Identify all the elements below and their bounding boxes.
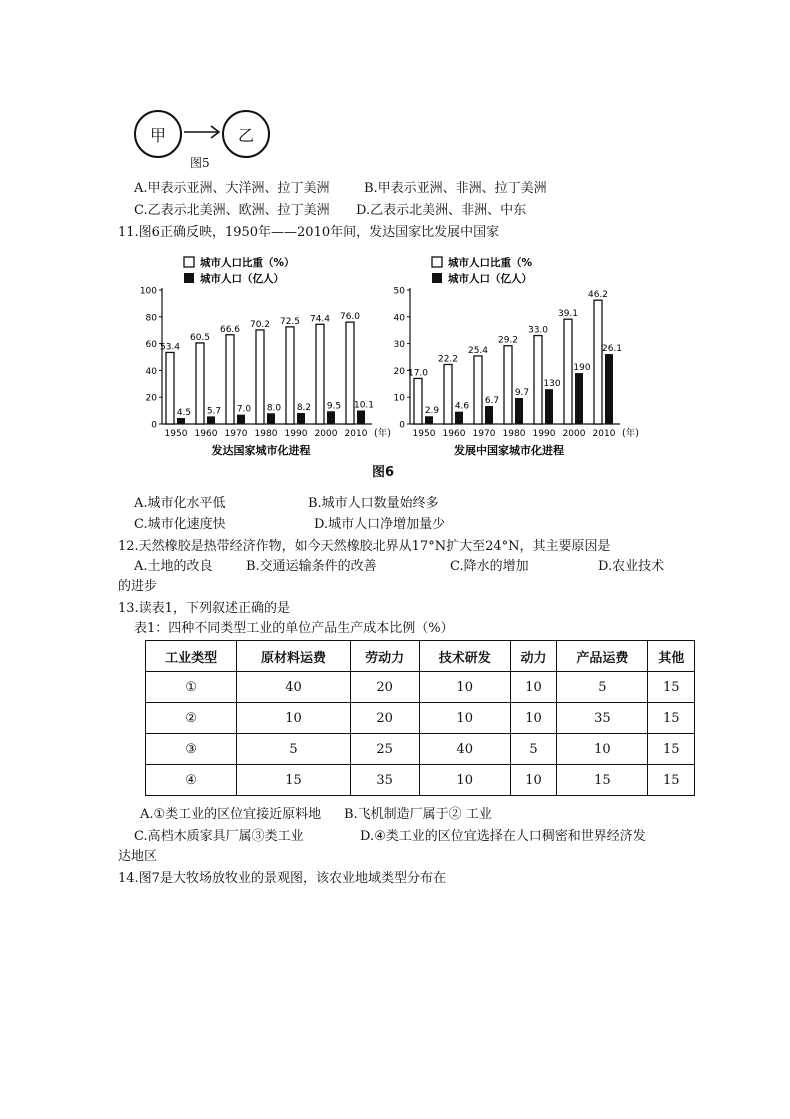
bar-pop xyxy=(455,412,463,424)
q12-stem: 12.天然橡胶是热带经济作物，如今天然橡胶北界从17°N扩大至24°N，其主要原因是 xyxy=(118,539,611,554)
q11-option-c: C.城市化速度快 xyxy=(134,517,226,532)
y-tick-label: 50 xyxy=(393,286,405,297)
q11-option-b: B.城市人口数量始终多 xyxy=(308,496,439,511)
table-header-cell: 技术研发 xyxy=(419,641,510,672)
bar-share xyxy=(414,378,422,424)
x-unit-label: (年) xyxy=(622,428,639,439)
bar-share xyxy=(166,352,174,424)
table-cell: 10 xyxy=(419,672,510,703)
bar-pop-label: 190 xyxy=(573,363,591,374)
q13-option-d: D.④类工业的区位宜选择在人口稠密和世界经济发 xyxy=(360,829,646,844)
bar-share-label: 60.5 xyxy=(189,332,211,343)
q11-stem: 11.图6正确反映，1950年——2010年间，发达国家比发展中国家 xyxy=(118,225,500,240)
q13-option-c: C.高档木质家具厂属③类工业 xyxy=(134,829,304,844)
table-header-cell: 其他 xyxy=(648,641,695,672)
table-cell: 5 xyxy=(237,734,351,765)
fig5-caption: 图5 xyxy=(190,156,210,170)
bar-share xyxy=(564,319,572,424)
bar-share-label: 33.0 xyxy=(527,325,549,336)
bar-share xyxy=(444,365,452,424)
x-tick-label: 1990 xyxy=(284,429,308,439)
table-cell: 20 xyxy=(350,672,419,703)
table-row xyxy=(146,734,695,765)
table-header-row xyxy=(146,641,695,672)
legend-swatch-share xyxy=(432,257,442,267)
legend-label-pop: 城市人口（亿人） xyxy=(448,273,532,285)
bar-share-label: 76.0 xyxy=(339,312,361,323)
legend-label-share: 城市人口比重（% xyxy=(448,257,533,269)
x-tick-label: 1950 xyxy=(412,429,436,439)
y-tick-label: 30 xyxy=(393,340,405,351)
cost-table xyxy=(145,640,695,796)
x-unit-label: (年) xyxy=(374,428,391,439)
bar-pop-label: 4.5 xyxy=(176,407,192,418)
bar-pop-label: 7.0 xyxy=(236,404,252,415)
y-tick-label: 40 xyxy=(145,366,157,377)
bar-pop-label: 2.9 xyxy=(424,406,440,417)
bar-share xyxy=(534,336,542,424)
table-cell: 15 xyxy=(648,734,695,765)
q13-stem: 13.读表1，下列叙述正确的是 xyxy=(118,601,290,616)
bar-pop-label: 10.1 xyxy=(353,400,375,411)
table-header-cell: 产品运费 xyxy=(557,641,648,672)
bar-pop xyxy=(177,418,185,424)
y-tick-label: 60 xyxy=(145,340,157,351)
bar-share xyxy=(504,346,512,424)
y-tick-label: 0 xyxy=(151,420,157,431)
y-tick-label: 20 xyxy=(393,366,405,377)
bar-share-label: 53.4 xyxy=(159,342,181,353)
x-tick-label: 1970 xyxy=(224,429,248,439)
table-cell: 35 xyxy=(557,703,648,734)
bar-share-label: 70.2 xyxy=(249,319,271,330)
table-cell: ② xyxy=(146,703,237,734)
x-tick-label: 2010 xyxy=(592,429,616,439)
table-cell: 15 xyxy=(237,765,351,796)
y-tick-label: 0 xyxy=(399,420,405,431)
legend-swatch-pop xyxy=(184,273,194,283)
bar-pop xyxy=(605,354,613,424)
table-cell: 10 xyxy=(510,672,556,703)
q12-cont: 的进步 xyxy=(118,579,158,594)
bar-share-label: 74.4 xyxy=(309,314,331,325)
bar-share-label: 72.5 xyxy=(279,316,301,327)
q13-option-b: B.飞机制造厂属于② 工业 xyxy=(344,807,492,822)
bar-share xyxy=(256,330,264,424)
x-tick-label: 1970 xyxy=(472,429,496,439)
bar-pop xyxy=(357,410,365,424)
node-yi: 乙 xyxy=(222,110,270,158)
table-cell: 10 xyxy=(419,765,510,796)
bar-share xyxy=(474,356,482,424)
y-tick-label: 20 xyxy=(145,393,157,404)
bar-share xyxy=(346,322,354,424)
bar-pop xyxy=(515,398,523,424)
y-tick-label: 40 xyxy=(393,313,405,324)
x-tick-label: 1990 xyxy=(532,429,556,439)
bar-share xyxy=(286,327,294,424)
q11-option-a: A.城市化水平低 xyxy=(134,496,226,511)
legend-swatch-share xyxy=(184,257,194,267)
table-cell: 5 xyxy=(510,734,556,765)
bar-pop-label: 4.6 xyxy=(454,401,470,412)
table-cell: 10 xyxy=(510,765,556,796)
x-tick-label: 1960 xyxy=(442,429,466,439)
q12-option-b: B.交通运输条件的改善 xyxy=(246,559,377,574)
x-tick-label: 2010 xyxy=(344,429,368,439)
table-cell: 10 xyxy=(419,703,510,734)
table-row xyxy=(146,672,695,703)
y-tick-label: 80 xyxy=(145,313,157,324)
bar-pop-label: 8.2 xyxy=(296,403,312,414)
bar-pop xyxy=(485,406,493,424)
bar-share xyxy=(196,343,204,424)
chart-title: 发展中国家城市化进程 xyxy=(454,444,564,457)
bar-pop-label: 6.7 xyxy=(484,396,500,407)
q12-option-d: D.农业技术 xyxy=(598,559,665,574)
table-header-cell: 原材料运费 xyxy=(237,641,351,672)
table-row xyxy=(146,703,695,734)
chart-title: 发达国家城市化进程 xyxy=(211,444,311,457)
fig6-charts xyxy=(130,248,670,463)
table-cell: 40 xyxy=(419,734,510,765)
q13-option-a: A.①类工业的区位宜接近原料地 xyxy=(140,807,322,822)
x-tick-label: 1980 xyxy=(502,429,526,439)
q10-option-a: A.甲表示亚洲、大洋洲、拉丁美洲 xyxy=(134,181,330,196)
bar-share-label: 46.2 xyxy=(587,290,609,301)
bar-share-label: 22.2 xyxy=(437,354,459,365)
bar-pop xyxy=(267,413,275,424)
bar-pop xyxy=(545,389,553,424)
table-header-cell: 工业类型 xyxy=(146,641,237,672)
table-cell: 25 xyxy=(350,734,419,765)
q10-option-b: B.甲表示亚洲、非洲、拉丁美洲 xyxy=(364,181,547,196)
y-tick-label: 100 xyxy=(139,286,157,297)
bar-pop xyxy=(237,415,245,424)
bar-pop xyxy=(297,413,305,424)
x-tick-label: 2000 xyxy=(314,429,338,439)
q14-stem: 14.图7是大牧场放牧业的景观图，该农业地域类型分布在 xyxy=(118,871,446,886)
table-cell: 20 xyxy=(350,703,419,734)
table-cell: 40 xyxy=(237,672,351,703)
x-tick-label: 1980 xyxy=(254,429,278,439)
bar-pop xyxy=(575,373,583,424)
legend-swatch-pop xyxy=(432,273,442,283)
table-cell: 10 xyxy=(237,703,351,734)
table-cell: 5 xyxy=(557,672,648,703)
bar-share-label: 25.4 xyxy=(467,345,489,356)
fig6-caption: 图6 xyxy=(372,465,395,480)
table-cell: 15 xyxy=(557,765,648,796)
q11-option-d: D.城市人口净增加量少 xyxy=(314,517,446,532)
table-header-cell: 劳动力 xyxy=(350,641,419,672)
table-cell: 10 xyxy=(557,734,648,765)
table-cell: 10 xyxy=(510,703,556,734)
table-cell: ④ xyxy=(146,765,237,796)
bar-share xyxy=(316,324,324,424)
x-tick-label: 1950 xyxy=(164,429,188,439)
table-cell: ③ xyxy=(146,734,237,765)
table-cell: ① xyxy=(146,672,237,703)
q12-option-a: A.土地的改良 xyxy=(134,559,213,574)
bar-share xyxy=(594,300,602,424)
bar-pop-label: 9.5 xyxy=(326,401,342,412)
bar-share-label: 29.2 xyxy=(497,335,519,346)
table-header-cell: 动力 xyxy=(510,641,556,672)
bar-pop-label: 26.1 xyxy=(601,344,623,355)
x-tick-label: 2000 xyxy=(562,429,586,439)
table-cell: 35 xyxy=(350,765,419,796)
q12-option-c: C.降水的增加 xyxy=(450,559,529,574)
table-title: 表1：四种不同类型工业的单位产品生产成本比例（%） xyxy=(134,621,454,636)
bar-share xyxy=(226,335,234,424)
node-jia: 甲 xyxy=(134,110,182,158)
y-tick-label: 10 xyxy=(393,393,405,404)
q10-option-d: D.乙表示北美洲、非洲、中东 xyxy=(356,203,527,218)
bar-pop-label: 9.7 xyxy=(514,388,530,399)
bar-share-label: 39.1 xyxy=(557,309,579,320)
bar-share-label: 66.6 xyxy=(219,324,241,335)
bar-pop xyxy=(425,416,433,424)
table-cell: 15 xyxy=(648,765,695,796)
bar-share-label: 17.0 xyxy=(407,368,429,379)
x-tick-label: 1960 xyxy=(194,429,218,439)
table-cell: 15 xyxy=(648,672,695,703)
q13-cont: 达地区 xyxy=(118,849,158,864)
bar-pop xyxy=(207,416,215,424)
bar-pop-label: 8.0 xyxy=(266,403,282,414)
legend-label-pop: 城市人口（亿人） xyxy=(200,273,284,285)
arrow-icon xyxy=(182,122,224,142)
legend-label-share: 城市人口比重（%） xyxy=(200,257,295,269)
table-row xyxy=(146,765,695,796)
q10-option-c: C.乙表示北美洲、欧洲、拉丁美洲 xyxy=(134,203,330,218)
bar-pop-label: 5.7 xyxy=(206,406,222,417)
bar-pop-label: 130 xyxy=(543,379,561,390)
table-cell: 15 xyxy=(648,703,695,734)
bar-pop xyxy=(327,411,335,424)
